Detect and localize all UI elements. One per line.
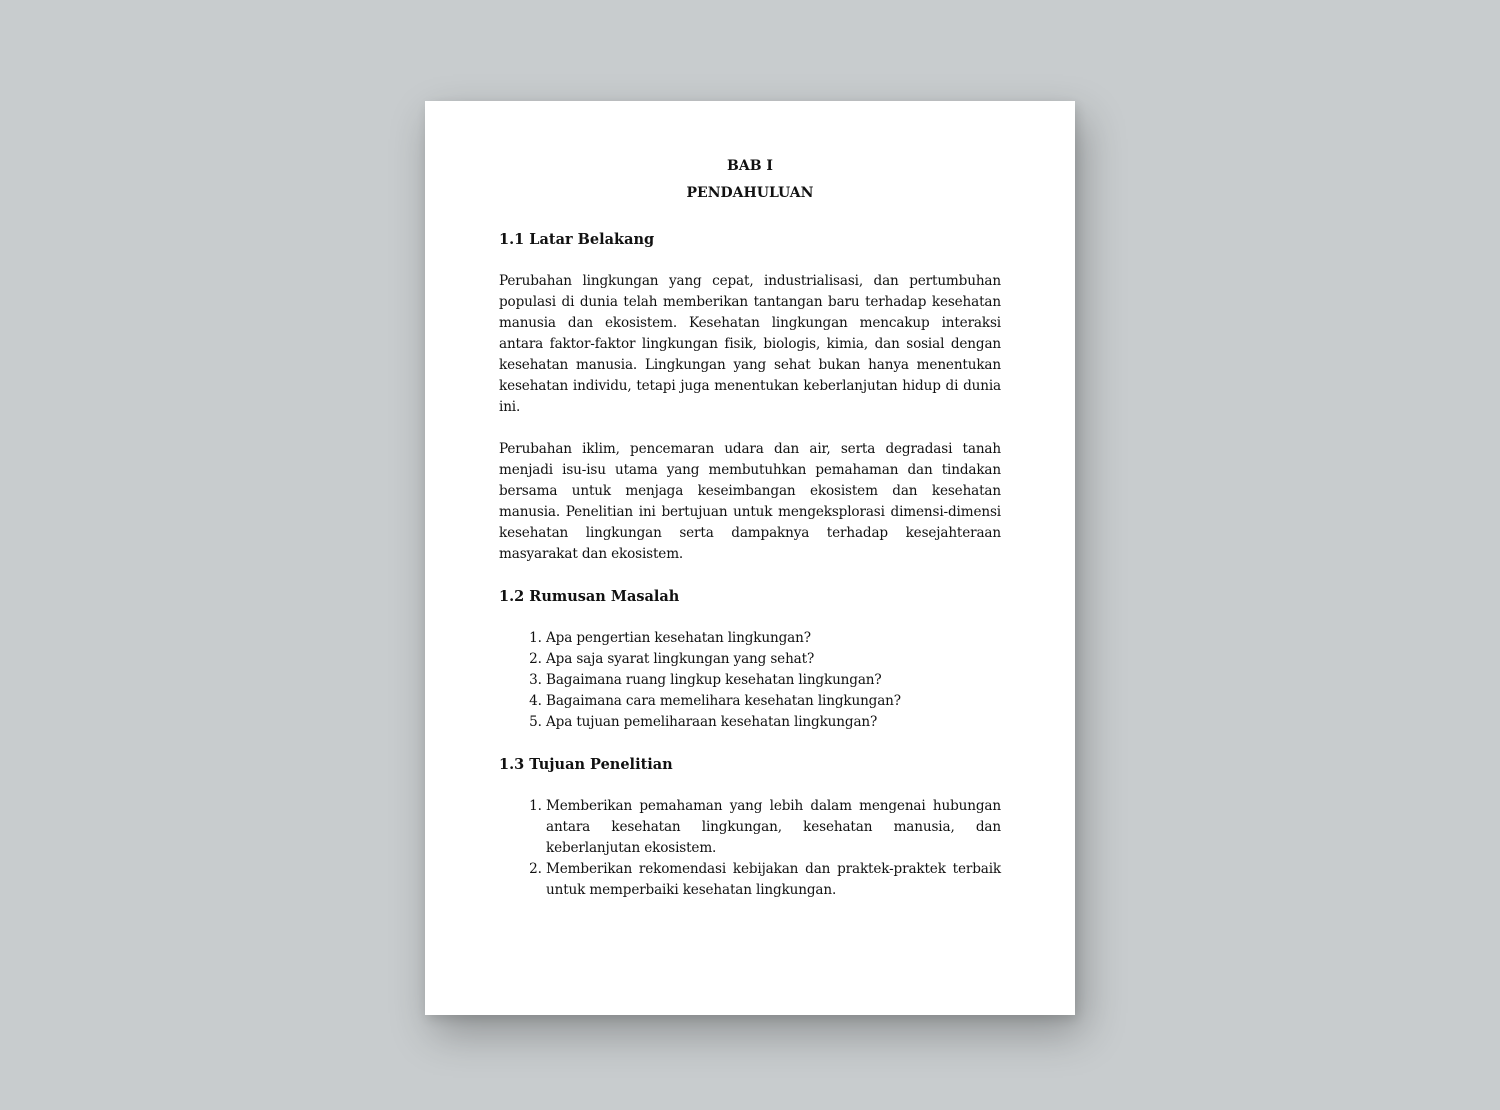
paragraph: Perubahan lingkungan yang cepat, industrialisasi, dan pertumbuhan populasi di dunia telah memberikan tantangan baru terhadap kesehatan manusia dan ekosistem. Kesehatan lingkungan mencakup interaksi antara faktor-faktor lingkungan fisik, biologis, kimia, dan sosial dengan kesehatan manusia. Lingkungan yang sehat bukan hanya menentukan kesehatan individu, tetapi juga menentukan keberlanjutan hidup di dunia ini. xyxy=(499,273,1001,415)
list-item: 4. Bagaimana cara memelihara kesehatan lingkungan? xyxy=(546,691,1001,712)
section-heading-tujuan-penelitian: 1.3 Tujuan Penelitian xyxy=(499,756,673,773)
list-item: 1. Apa pengertian kesehatan lingkungan? xyxy=(546,628,1001,649)
list-item: 2. Apa saja syarat lingkungan yang sehat? xyxy=(546,649,1001,670)
problem-list xyxy=(499,628,1001,733)
objectives-list xyxy=(499,796,1001,901)
list-item: 2. Memberikan rekomendasi kebijakan dan praktek-praktek terbaik untuk memperbaiki kesehatan lingkungan. xyxy=(546,859,1001,901)
list-item: 1. Memberikan pemahaman yang lebih dalam mengenai hubungan antara kesehatan lingkungan, kesehatan manusia, dan keberlanjutan ekosistem. xyxy=(546,796,1001,859)
chapter-title: PENDAHULUAN xyxy=(686,185,814,201)
paragraph: Perubahan iklim, pencemaran udara dan air, serta degradasi tanah menjadi isu-isu utama yang membutuhkan pemahaman dan tindakan bersama untuk menjaga keseimbangan ekosistem dan kesehatan manusia. Penelitian ini bertujuan untuk mengeksplorasi dimensi-dimensi kesehatan lingkungan serta dampaknya terhadap kesejahteraan masyarakat dan ekosistem. xyxy=(499,441,1001,562)
list-item: 5. Apa tujuan pemeliharaan kesehatan lingkungan? xyxy=(546,712,1001,733)
chapter-label: BAB I xyxy=(727,158,773,174)
section-heading-rumusan-masalah: 1.2 Rumusan Masalah xyxy=(499,588,680,605)
list-item: 3. Bagaimana ruang lingkup kesehatan lingkungan? xyxy=(546,670,1001,691)
document-page xyxy=(425,101,1075,1015)
section-heading-latar-belakang: 1.1 Latar Belakang xyxy=(499,231,655,248)
